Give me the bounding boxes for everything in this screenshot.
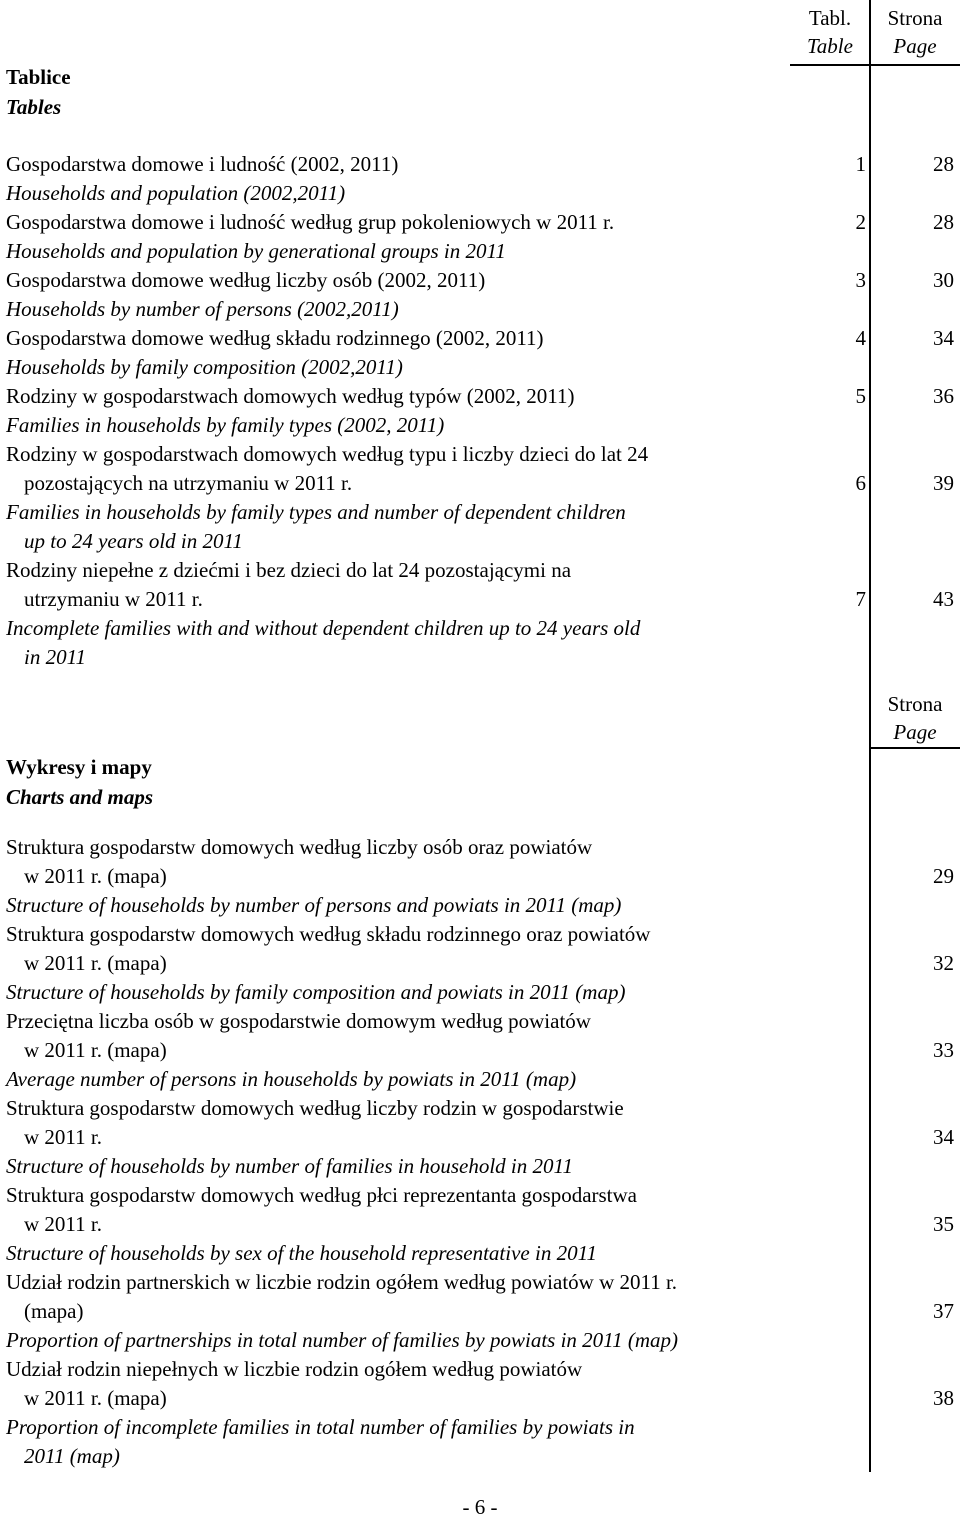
page-number: 33 xyxy=(933,1038,954,1062)
entry-title-pl-line2: w 2011 r. (mapa) xyxy=(24,1386,167,1410)
toc-entry-table-4[interactable] xyxy=(6,324,956,382)
page-number: 30 xyxy=(933,268,954,292)
header-strona-pl: Strona xyxy=(887,6,943,30)
charts-title-en: Charts and maps xyxy=(6,785,154,809)
toc-entry-chart-4[interactable] xyxy=(6,1094,956,1181)
page-number: 39 xyxy=(933,471,954,495)
page-footer-number: - 6 - xyxy=(462,1495,498,1519)
header-tabl-pl: Tabl. xyxy=(808,6,852,30)
entry-title-en-line2: in 2011 xyxy=(24,645,87,669)
toc-entry-chart-6[interactable] xyxy=(6,1268,956,1355)
page-number: 36 xyxy=(933,384,954,408)
entry-title-pl-line2: w 2011 r. xyxy=(24,1212,102,1236)
entry-title-pl: Gospodarstwa domowe i ludność (2002, 2011) xyxy=(6,152,399,176)
page-number: 32 xyxy=(933,951,954,975)
page-number: 28 xyxy=(933,210,954,234)
entry-title-en-line1: Incomplete families with and without dependent children up to 24 years old xyxy=(6,616,641,640)
entry-title-pl-line1: Struktura gospodarstw domowych według składu rodzinnego oraz powiatów xyxy=(6,922,651,946)
entry-title-pl-line1: Rodziny w gospodarstwach domowych według typu i liczby dzieci do lat 24 xyxy=(6,442,649,466)
page-number: 38 xyxy=(933,1386,954,1410)
entry-title-pl-line2: (mapa) xyxy=(24,1299,84,1323)
toc-entry-table-7[interactable] xyxy=(6,556,956,672)
entry-title-pl-line2: w 2011 r. xyxy=(24,1125,102,1149)
entry-title-pl-line2: pozostających na utrzymaniu w 2011 r. xyxy=(24,471,353,495)
entry-title-en: Families in households by family types (2002, 2011) xyxy=(6,413,445,437)
entry-title-pl-line1: Udział rodzin niepełnych w liczbie rodzin ogółem według powiatów xyxy=(6,1357,583,1381)
entry-title-pl-line2: w 2011 r. (mapa) xyxy=(24,951,167,975)
table-number: 3 xyxy=(855,268,866,292)
entry-title-pl-line1: Przeciętna liczba osób w gospodarstwie domowym według powiatów xyxy=(6,1009,591,1033)
charts-page-header xyxy=(870,690,960,746)
entry-title-en-line2: 2011 (map) xyxy=(24,1444,120,1468)
entry-title-en: Households by family composition (2002,2011) xyxy=(6,355,403,379)
entry-title-en: Households by number of persons (2002,2011) xyxy=(6,297,399,321)
table-number: 5 xyxy=(855,384,866,408)
header-strona-en: Page xyxy=(893,34,937,58)
tables-section-title xyxy=(6,62,71,122)
entry-title-pl-line2: w 2011 r. (mapa) xyxy=(24,1038,167,1062)
entry-title-pl: Rodziny w gospodarstwach domowych według typów (2002, 2011) xyxy=(6,384,575,408)
header-tabl-en: Table xyxy=(807,34,853,58)
entry-title-en-line1: Proportion of incomplete families in total number of families by powiats in xyxy=(6,1415,635,1439)
toc-entry-table-5[interactable] xyxy=(6,382,956,440)
charts-title-pl: Wykresy i mapy xyxy=(6,755,152,779)
table-number-header xyxy=(790,4,870,60)
page-number: 29 xyxy=(933,864,954,888)
entry-title-en: Structure of households by sex of the household representative in 2011 xyxy=(6,1241,598,1265)
entry-title-pl: Gospodarstwa domowe według liczby osób (2002, 2011) xyxy=(6,268,486,292)
table-number: 2 xyxy=(855,210,866,234)
table-number: 1 xyxy=(855,152,866,176)
toc-entry-chart-2[interactable] xyxy=(6,920,956,1007)
toc-entry-table-1[interactable] xyxy=(6,150,956,208)
toc-entry-table-6[interactable] xyxy=(6,440,956,556)
charts-header-strona-pl: Strona xyxy=(887,692,943,716)
entry-title-pl-line1: Rodziny niepełne z dziećmi i bez dzieci do lat 24 pozostającymi na xyxy=(6,558,572,582)
page-number: 37 xyxy=(933,1299,954,1323)
entry-title-pl-line2: utrzymaniu w 2011 r. xyxy=(24,587,203,611)
entry-title-en: Proportion of partnerships in total number of families by powiats in 2011 (map) xyxy=(6,1328,678,1352)
toc-entry-chart-5[interactable] xyxy=(6,1181,956,1268)
table-number: 6 xyxy=(855,471,866,495)
entry-title-en: Structure of households by number of persons and powiats in 2011 (map) xyxy=(6,893,622,917)
entry-title-pl-line1: Udział rodzin partnerskich w liczbie rodzin ogółem według powiatów w 2011 r. xyxy=(6,1270,678,1294)
entry-title-en: Households and population (2002,2011) xyxy=(6,181,346,205)
toc-entry-chart-1[interactable] xyxy=(6,833,956,920)
page-number: 28 xyxy=(933,152,954,176)
charts-header-underline xyxy=(870,747,960,749)
page-number: 35 xyxy=(933,1212,954,1236)
charts-section-title xyxy=(6,752,153,812)
entry-title-pl: Gospodarstwa domowe i ludność według grup pokoleniowych w 2011 r. xyxy=(6,210,615,234)
entry-title-en-line2: up to 24 years old in 2011 xyxy=(24,529,243,553)
entry-title-en: Average number of persons in households by powiats in 2011 (map) xyxy=(6,1067,577,1091)
page-number: 34 xyxy=(933,326,954,350)
entry-title-en: Structure of households by number of families in household in 2011 xyxy=(6,1154,573,1178)
entry-title-en: Households and population by generational groups in 2011 xyxy=(6,239,506,263)
entry-title-pl-line1: Struktura gospodarstw domowych według liczby rodzin w gospodarstwie xyxy=(6,1096,624,1120)
entry-title-en: Structure of households by family composition and powiats in 2011 (map) xyxy=(6,980,626,1004)
tables-title-pl: Tablice xyxy=(6,65,71,89)
header-underline xyxy=(790,64,960,66)
table-number: 4 xyxy=(855,326,866,350)
entry-title-en-line1: Families in households by family types and number of dependent children xyxy=(6,500,626,524)
page-number: 43 xyxy=(933,587,954,611)
entry-title-pl-line1: Struktura gospodarstw domowych według płci reprezentanta gospodarstwa xyxy=(6,1183,638,1207)
toc-entry-chart-7[interactable] xyxy=(6,1355,956,1471)
entry-title-pl-line2: w 2011 r. (mapa) xyxy=(24,864,167,888)
toc-entry-chart-3[interactable] xyxy=(6,1007,956,1094)
toc-entry-table-2[interactable] xyxy=(6,208,956,266)
page-number: 34 xyxy=(933,1125,954,1149)
toc-entry-table-3[interactable] xyxy=(6,266,956,324)
table-number: 7 xyxy=(855,587,866,611)
charts-header-strona-en: Page xyxy=(893,720,937,744)
tables-title-en: Tables xyxy=(6,95,62,119)
page-number-header xyxy=(870,4,960,60)
entry-title-pl: Gospodarstwa domowe według składu rodzinnego (2002, 2011) xyxy=(6,326,544,350)
entry-title-pl-line1: Struktura gospodarstw domowych według liczby osób oraz powiatów xyxy=(6,835,593,859)
